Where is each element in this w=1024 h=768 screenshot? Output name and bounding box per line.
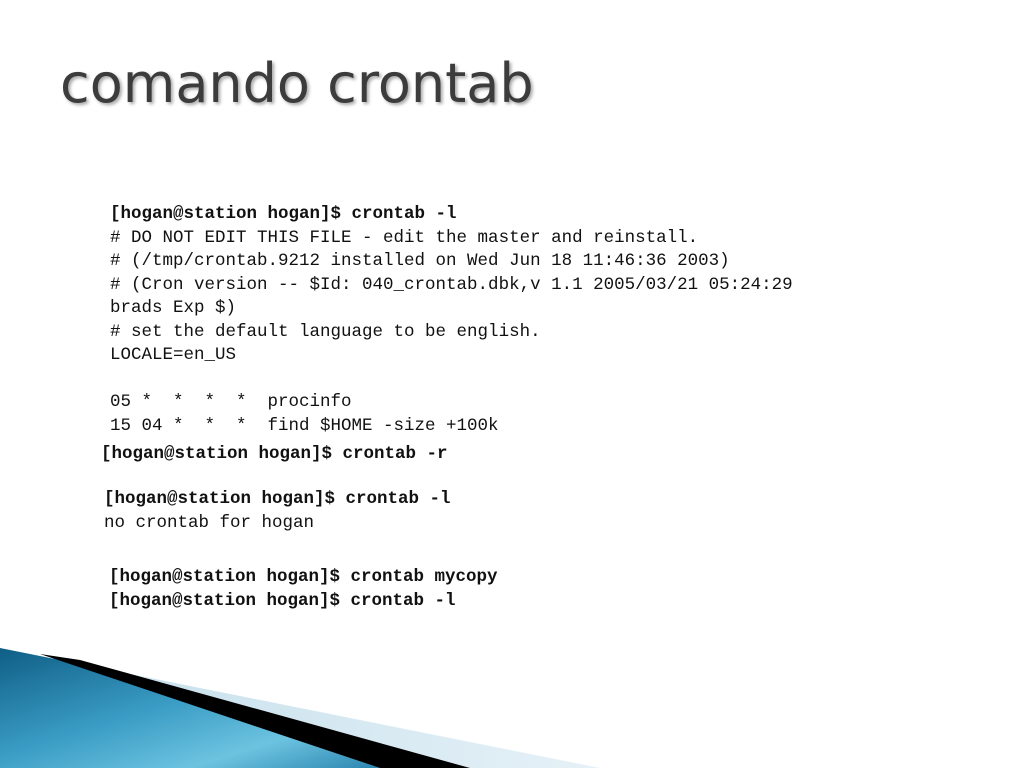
terminal-output-line: # (Cron version -- $Id: 040_crontab.dbk,v 1.1 2005/03/21 05:24:29 (110, 274, 793, 295)
terminal-command-line: [hogan@station hogan]$ crontab -l (110, 204, 457, 224)
terminal-output-line (110, 368, 793, 392)
terminal-output-line: 05 * * * * procinfo (110, 392, 352, 412)
terminal-output-line: # DO NOT EDIT THIS FILE - edit the master and reinstall. (110, 227, 699, 248)
blue-gradient-wedge (0, 648, 380, 768)
terminal-command-line: [hogan@station hogan]$ crontab mycopy (109, 567, 498, 587)
terminal-command-line: [hogan@station hogan]$ crontab -l (104, 489, 451, 509)
slide-title: comando crontab (60, 52, 534, 115)
terminal-output-line: # (/tmp/crontab.9212 installed on Wed Jun 18 11:46:36 2003) (110, 251, 730, 271)
terminal-block-crontab-install (109, 566, 498, 613)
terminal-command-line: [hogan@station hogan]$ crontab -r (101, 444, 448, 464)
footer-decoration (0, 638, 1024, 768)
terminal-block-crontab-list (110, 203, 793, 436)
terminal-output-line: no crontab for hogan (104, 512, 315, 533)
terminal-block-crontab-remove (101, 443, 448, 467)
terminal-output-line: brads Exp $) (110, 298, 237, 318)
terminal-output-line: 15 04 * * * find $HOME -size +100k (110, 415, 499, 436)
terminal-output-line: # set the default language to be english. (110, 321, 541, 342)
terminal-block-crontab-list-empty (104, 488, 451, 535)
terminal-output-line: LOCALE=en_US (110, 345, 237, 365)
terminal-command-line: [hogan@station hogan]$ crontab -l (109, 590, 456, 611)
